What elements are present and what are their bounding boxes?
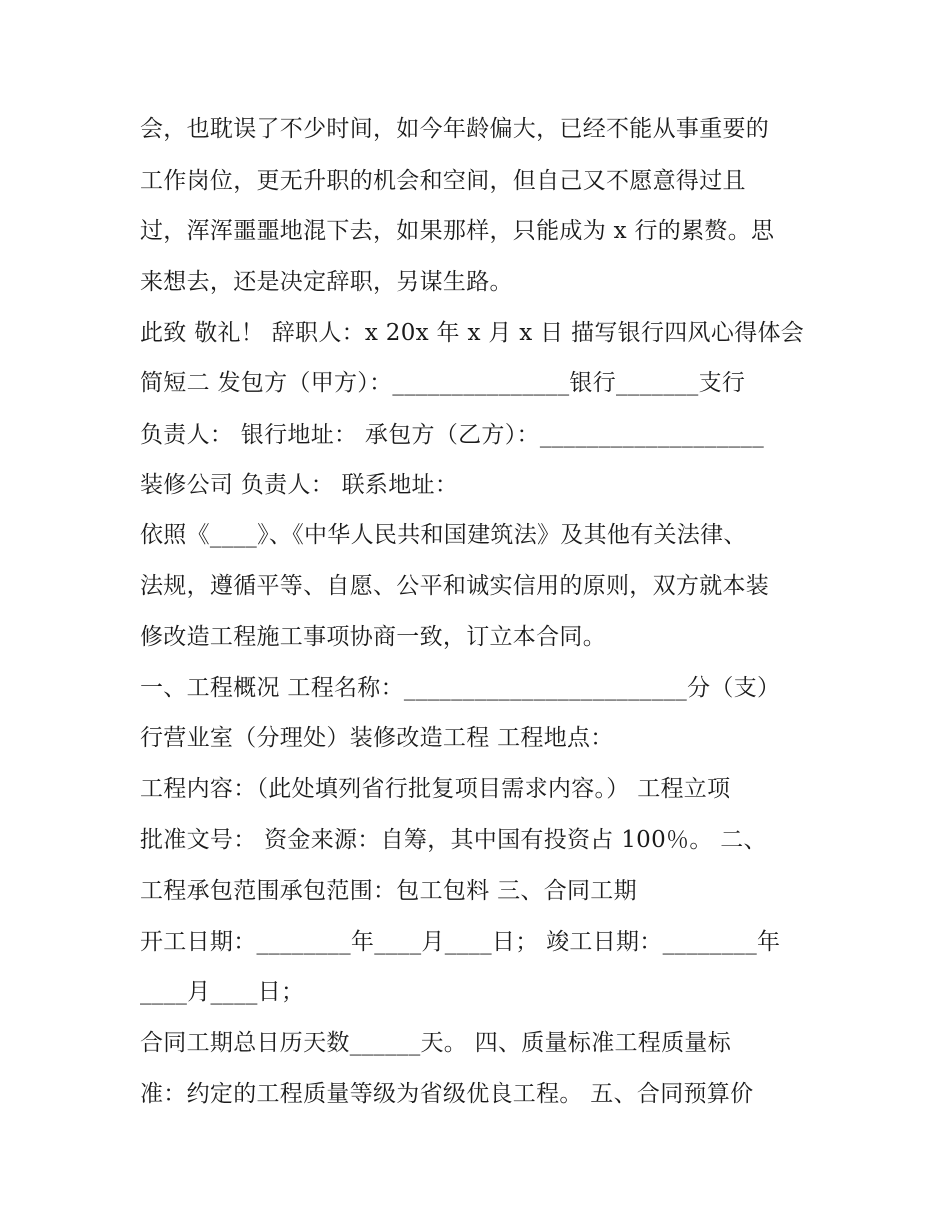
text-line: 简短二 发包方（甲方）：_______________银行_______支行 [140, 370, 746, 396]
text-line: 工作岗位，更无升职的机会和空间，但自己又不愿意得过且 [140, 168, 746, 194]
text-line: 装修公司 负责人： 联系地址： [140, 472, 459, 498]
text-line: 工程内容：（此处填列省行批复项目需求内容。） 工程立项 [140, 776, 731, 802]
text-line: 修改造工程施工事项协商一致，订立本合同。 [140, 624, 606, 650]
text-line: 依照《____》、《中华人民共和国建筑法》及其他有关法律、 [140, 522, 747, 548]
text-line: ____月____日； [140, 979, 305, 1005]
text-line: 法规，遵循平等、自愿、公平和诚实信用的原则，双方就本装 [140, 573, 770, 599]
text-line: 准：约定的工程质量等级为省级优良工程。 五、合同预算价 [140, 1081, 754, 1107]
text-line: 负责人： 银行地址： 承包方（乙方）：___________________ [140, 422, 765, 448]
text-line: 合同工期总日历天数______天。 四、质量标准工程质量标 [140, 1030, 732, 1056]
text-line: 此致 敬礼！ 辞职人：x 20x 年 x 月 x 日 描写银行四风心得体会 [140, 320, 805, 346]
text-line: 行营业室（分理处）装修改造工程 工程地点： [140, 725, 614, 751]
text-line: 批准文号： 资金来源：自筹，其中国有投资占 100％。 二、 [140, 827, 767, 853]
text-line: 来想去，还是决定辞职，另谋生路。 [140, 269, 513, 295]
text-line: 一、工程概况 工程名称：________________________分（支） [140, 675, 781, 701]
text-line: 会，也耽误了不少时间，如今年龄偏大，已经不能从事重要的 [140, 116, 770, 142]
text-line: 工程承包范围承包范围：包工包料 三、合同工期 [140, 878, 637, 904]
text-line: 过，浑浑噩噩地混下去，如果那样，只能成为 x 行的累赘。思 [140, 218, 775, 244]
text-line: 开工日期：________年____月____日； 竣工日期：________年 [140, 929, 781, 955]
